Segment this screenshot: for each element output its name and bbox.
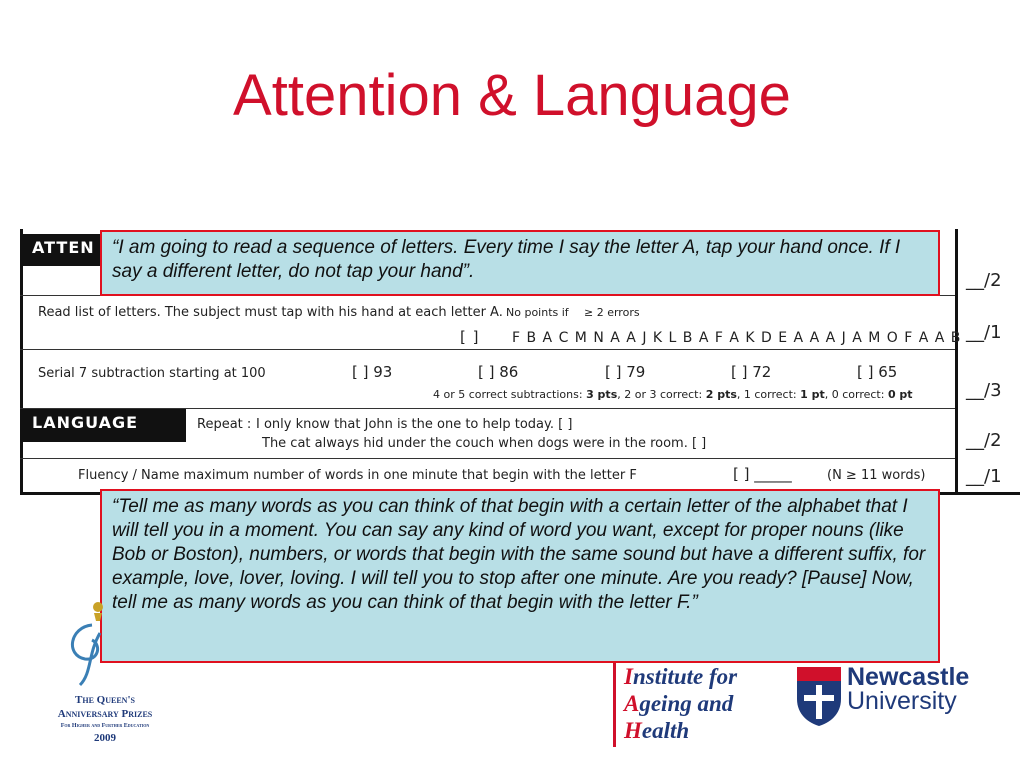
serial7-scoring: 4 or 5 correct subtractions: 3 pts, 2 or 3 correct: 2 pts, 1 correct: 1 pt, 0 correct: 0 pt bbox=[433, 388, 913, 401]
repeat-label: Repeat : bbox=[197, 417, 252, 432]
row-divider bbox=[20, 349, 955, 350]
queens-line-2: Anniversary Prizes bbox=[57, 708, 153, 720]
score-serial7: __/3 bbox=[966, 380, 1002, 401]
row-divider bbox=[20, 458, 955, 459]
fluency-criterion: (N ≥ 11 words) bbox=[827, 468, 926, 483]
language-header: LANGUAGE bbox=[20, 409, 186, 442]
newcastle-name: Newcastle bbox=[847, 663, 970, 691]
university-crest-icon bbox=[795, 665, 843, 727]
no-points-label: No points if bbox=[506, 306, 569, 319]
serial7-instruction: Serial 7 subtraction starting at 100 bbox=[38, 366, 266, 381]
serial7-item: [ ] 72 bbox=[731, 363, 772, 381]
score-fluency: __/1 bbox=[966, 466, 1002, 487]
fluency-instruction-callout: “Tell me as many words as you can think of that begin with a certain letter of the alphabet that I will tell you in a moment. You can say any kind of word you want, except for proper nouns (like Bob or Boston), numbers, or words that begin with the same sound but have a different suffix, for example, love, lover, loving. I will tell you to stop after one minute. Are you ready? [Pause] Now, tell me as many words as you can think of that begin with the letter F.” bbox=[100, 489, 940, 663]
score-attention-tap: __/2 bbox=[966, 270, 1002, 291]
repeat-sentence-2: The cat always hid under the couch when dogs were in the room. [ ] bbox=[262, 436, 707, 451]
form-left-border bbox=[20, 229, 23, 495]
score-column-divider bbox=[955, 229, 958, 495]
queens-year: 2009 bbox=[94, 732, 116, 744]
university-name: University bbox=[847, 687, 957, 715]
queens-anniversary-prizes-logo bbox=[40, 595, 170, 755]
newcastle-university-logo bbox=[795, 665, 975, 735]
attention-instruction-callout: “I am going to read a sequence of letters. Every time I say the letter A, tap your hand once. If I say a different letter, do not tap your hand”. bbox=[100, 230, 940, 296]
errors-label: ≥ 2 errors bbox=[584, 306, 640, 319]
letter-sequence: F B A C M N A A J K L B A F A K D E A A A J A M O F A A B bbox=[512, 330, 962, 346]
queens-line-3: For Higher and Further Education bbox=[60, 723, 150, 729]
institute-ageing-health-logo: Institute for Ageing and Health bbox=[613, 663, 788, 747]
letters-checkbox: [ ] bbox=[460, 328, 480, 346]
score-letters: __/1 bbox=[966, 322, 1002, 343]
serial7-item: [ ] 79 bbox=[605, 363, 646, 381]
letters-instruction: Read list of letters. The subject must tap with his hand at each letter A. bbox=[38, 305, 503, 320]
fluency-instruction: Fluency / Name maximum number of words in one minute that begin with the letter F bbox=[78, 468, 637, 483]
serial7-item: [ ] 86 bbox=[478, 363, 519, 381]
serial7-item: [ ] 93 bbox=[352, 363, 393, 381]
slide-title: Attention & Language bbox=[233, 63, 791, 128]
fluency-checkbox: [ ] _____ bbox=[733, 465, 792, 483]
serial7-item: [ ] 65 bbox=[857, 363, 898, 381]
repeat-sentence-1: I only know that John is the one to help today. [ ] bbox=[256, 417, 573, 432]
attention-header: ATTEN bbox=[20, 234, 105, 266]
ribbon-emblem-icon bbox=[40, 595, 170, 690]
queens-line-1: The Queen's bbox=[75, 694, 135, 706]
score-repeat: __/2 bbox=[966, 430, 1002, 451]
